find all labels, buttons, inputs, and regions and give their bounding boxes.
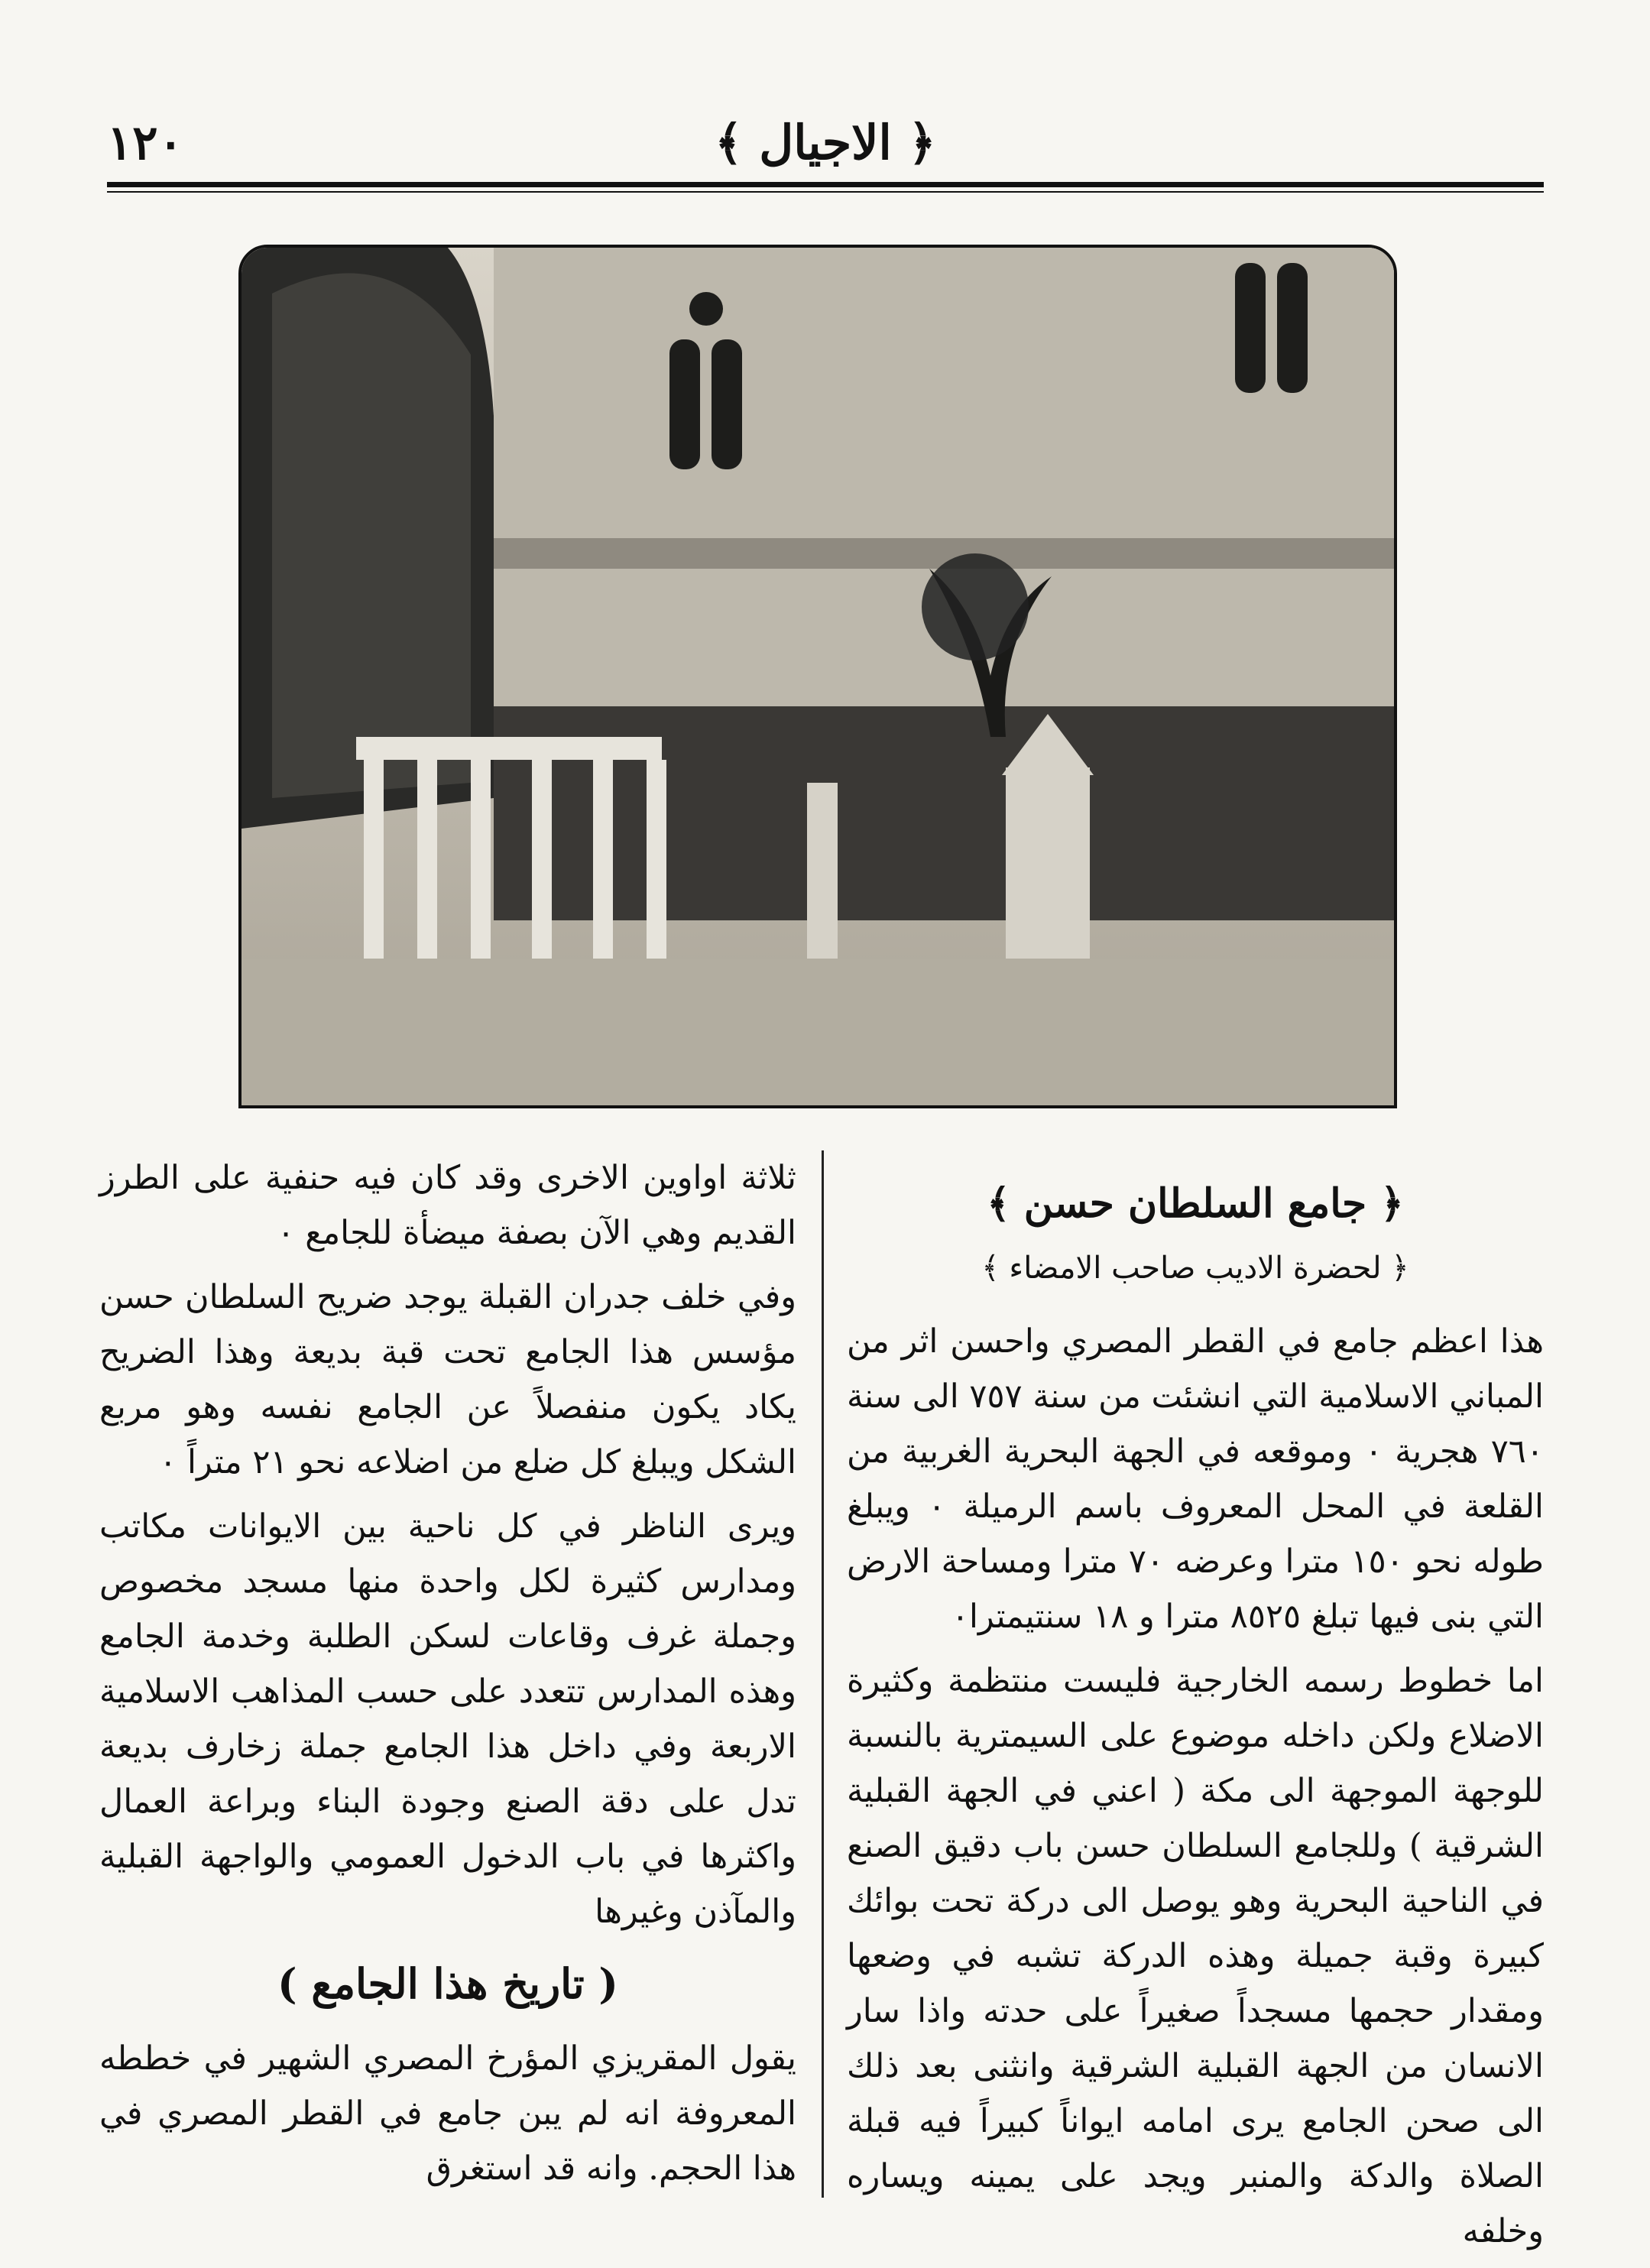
photo-illustration xyxy=(242,248,1394,1105)
section-heading: ( تاريخ هذا الجامع ) xyxy=(277,1959,618,2008)
left-column xyxy=(99,1150,796,2205)
article-title: ﴿ جامع السلطان حسن ﴾ xyxy=(987,1180,1404,1227)
right-column xyxy=(847,1173,1544,2268)
page-number: ١٢٠ xyxy=(107,115,183,170)
paragraph: يقول المقريزي المؤرخ المصري الشهير في خططه المعروفة انه لم يبن جامع في القطر المصري في هذا الحجم. وانه قد استغرق xyxy=(99,2039,796,2188)
article-byline: ﴿ لحضرة الاديب صاحب الامضاء ﴾ xyxy=(981,1251,1409,1286)
mosque-courtyard-photo xyxy=(238,245,1397,1108)
paragraph: ثلاثة اواوين الاخرى وقد كان فيه حنفية على الطرز القديم وهي الآن بصفة ميضأة للجامع ٠ xyxy=(99,1159,796,1252)
column-divider xyxy=(822,1150,824,2198)
page-header xyxy=(107,115,1544,176)
paragraph: وفي خلف جدران القبلة يوجد ضريح السلطان حسن مؤسس هذا الجامع تحت قبة بديعة وهذا الضريح يكاد يكون منفصلاً عن الجامع نفسه وهو مربع الشكل ويبلغ كل ضلع من اضلاعه نحو ٢١ متراً ٠ xyxy=(99,1278,796,1481)
paragraph: اما خطوط رسمه الخارجية فليست منتظمة وكثيرة الاضلاع ولكن داخله موضوع على السيمترية بالنسبة للوجهة الموجهة الى مكة ( اعني في الجهة القبلية الشرقية ) وللجامع السلطان حسن باب دقيق الصنع في الناحية البحرية وهو يوصل الى دركة تحت بوائك كبيرة وقبة جميلة وهذه الدركة تشبه في وضعها ومقدار حجمها مسجداً صغيراً على حدته واذا سار الانسان من الجهة القبلية الشرقية وانثنى بعد ذلك الى صحن الجامع يرى امامه ايواناً كبيراً فيه قبلة الصلاة والدكة والمنبر ويجد على يمينه ويساره وخلفه xyxy=(847,1662,1544,2250)
header-rule-thick xyxy=(107,182,1544,187)
header-rule-thin xyxy=(107,191,1544,193)
paragraph: ويرى الناظر في كل ناحية بين الايوانات مكاتب ومدارس كثيرة لكل واحدة منها مسجد مخصوص وجملة غرف وقاعات لسكن الطلبة وخدمة الجامع وهذه المدارس تتعدد على حسب المذاهب الاسلامية الاربعة وفي داخل هذا الجامع جملة زخارف بديعة تدل على دقة الصنع وجودة البناء وبراعة العمال واكثرها في باب الدخول العمومي والواجهة القبلية والمآذن وغيرها xyxy=(99,1507,796,1931)
paragraph: هذا اعظم جامع في القطر المصري واحسن اثر من المباني الاسلامية التي انشئت من سنة ٧٥٧ الى سنة ٧٦٠ هجرية ٠ وموقعه في الجهة البحرية الغربية من القلعة في المحل المعروف باسم الرميلة ٠ ويبلغ طوله نحو ١٥٠ مترا وعرضه ٧٠ مترا ومساحة الارض التي بنى فيها تبلغ ٨٥٢٥ مترا و ١٨ سنتيمترا٠ xyxy=(847,1322,1545,1636)
running-title: ﴿ الاجيال ﴾ xyxy=(715,115,936,170)
